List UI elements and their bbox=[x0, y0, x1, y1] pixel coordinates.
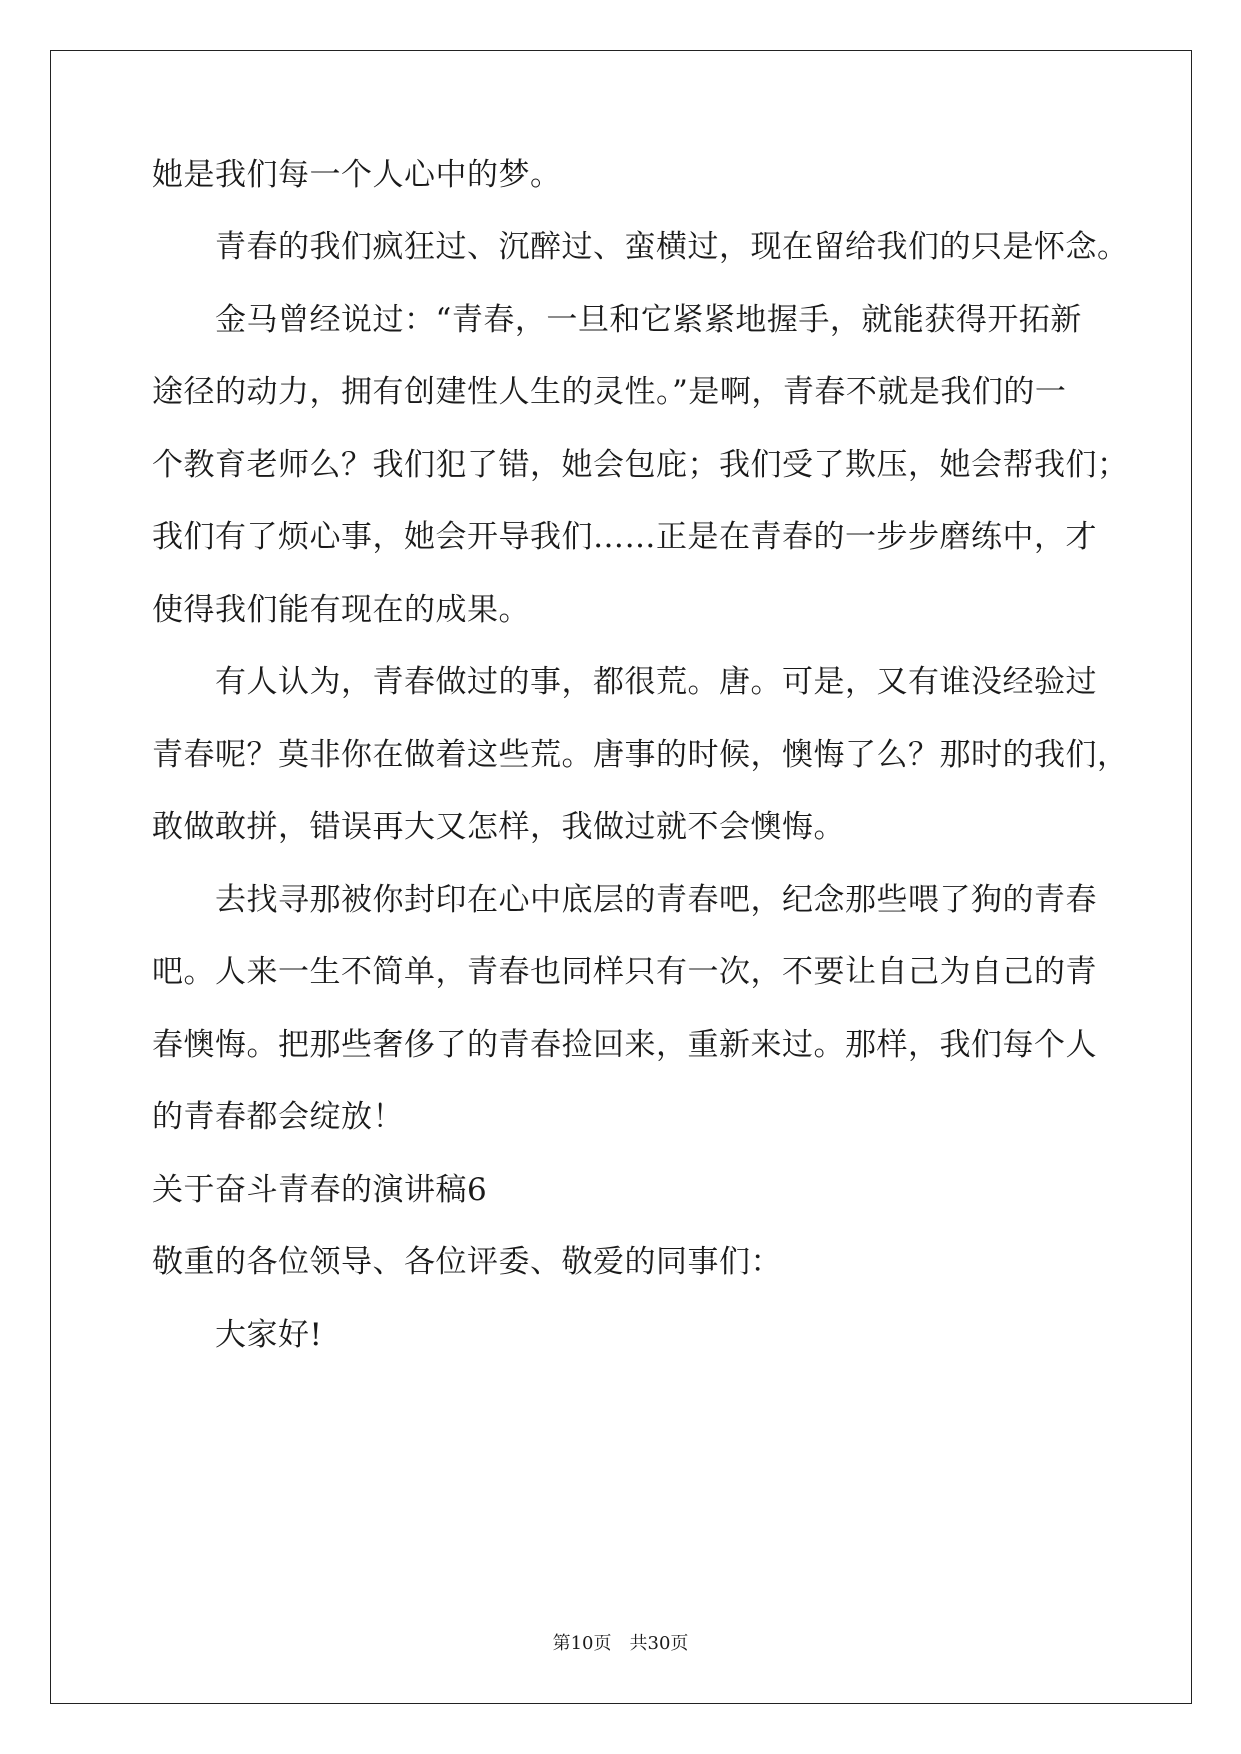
text-line: 青春呢？莫非你在做着这些荒。唐事的时候，懊悔了么？那时的我们， bbox=[152, 737, 1129, 773]
salutation: 敬重的各位领导、各位评委、敬爱的同事们： bbox=[152, 1244, 782, 1280]
paragraph-start-line: 有人认为，青春做过的事，都很荒。唐。可是，又有谁没经验过 bbox=[215, 664, 1097, 700]
text-line: 她是我们每一个人心中的梦。 bbox=[152, 157, 562, 193]
section-title: 关于奋斗青春的演讲稿6 bbox=[152, 1172, 488, 1208]
text-line: 敢做敢拼，错误再大又怎样，我做过就不会懊悔。 bbox=[152, 809, 845, 845]
text-line: 个教育老师么？我们犯了错，她会包庇；我们受了欺压，她会帮我们； bbox=[152, 447, 1129, 483]
paragraph-start-line: 去找寻那被你封印在心中底层的青春吧，纪念那些喂了狗的青春 bbox=[215, 882, 1097, 918]
paragraph-start-line: 金马曾经说过：“青春，一旦和它紧紧地握手，就能获得开拓新 bbox=[215, 302, 1082, 338]
text-line: 途径的动力，拥有创建性人生的灵性。”是啊，青春不就是我们的一 bbox=[152, 374, 1067, 410]
text-line: 我们有了烦心事，她会开导我们……正是在青春的一步步磨练中，才 bbox=[152, 519, 1097, 555]
text-line: 使得我们能有现在的成果。 bbox=[152, 592, 530, 628]
text-line: 的青春都会绽放！ bbox=[152, 1099, 404, 1135]
page-number: 第10页 共30页 bbox=[552, 1633, 689, 1654]
page-border bbox=[50, 50, 1192, 1704]
text-line: 春懊悔。把那些奢侈了的青春捡回来，重新来过。那样，我们每个人 bbox=[152, 1027, 1097, 1063]
paragraph-start-line: 青春的我们疯狂过、沉醉过、蛮横过，现在留给我们的只是怀念。 bbox=[215, 229, 1129, 265]
text-line: 吧。人来一生不简单，青春也同样只有一次，不要让自己为自己的青 bbox=[152, 954, 1097, 990]
greeting: 大家好! bbox=[215, 1317, 323, 1353]
